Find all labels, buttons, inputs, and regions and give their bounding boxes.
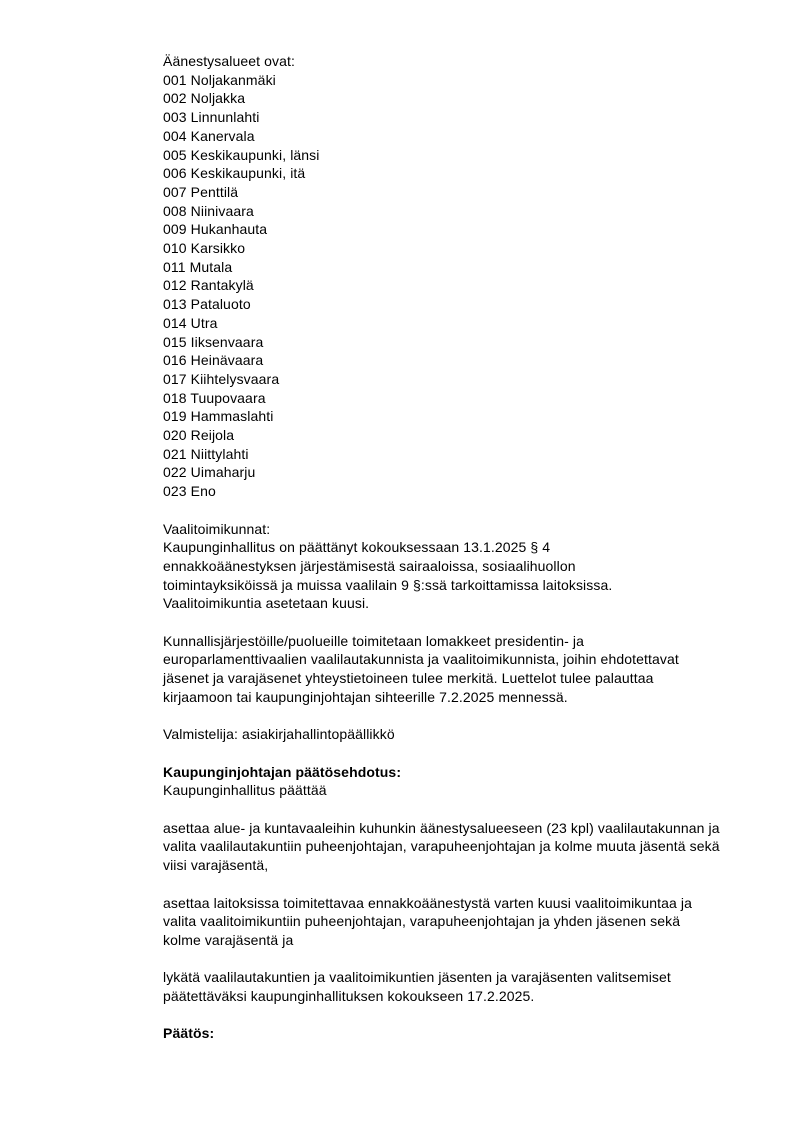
voting-area-item: 022 Uimaharju xyxy=(163,464,256,481)
proposal-intro: Kaupunginhallitus päättää xyxy=(163,782,327,799)
voting-area-item: 008 Niinivaara xyxy=(163,202,254,219)
proposal-text-line: asettaa laitoksissa toimitettavaa ennakkoäänestystä varten kuusi vaalitoimikuntaa ja xyxy=(163,894,693,911)
voting-area-item: 005 Keskikaupunki, länsi xyxy=(163,146,320,163)
document-body xyxy=(163,52,778,1062)
voting-area-item: 014 Utra xyxy=(163,314,218,331)
forms-text-line: Kunnallisjärjestöille/puolueille toimitetaan lomakkeet presidentin- ja xyxy=(163,632,585,649)
voting-area-item: 012 Rantakylä xyxy=(163,277,254,294)
forms-text-line: kirjaamoon tai kaupunginjohtajan sihteerille 7.2.2025 mennessä. xyxy=(163,688,568,705)
committees-text-line: toimintayksiköissä ja muissa vaalilain 9 §:ssä tarkoittamissa laitoksissa. xyxy=(163,576,613,593)
proposal-text-line: lykätä vaalilautakuntien ja vaalitoimikuntien jäsenten ja varajäsenten valitsemiset xyxy=(163,969,671,986)
voting-area-item: 018 Tuupovaara xyxy=(163,389,266,406)
proposal-item-2 xyxy=(163,894,778,950)
proposal-text-line: valita vaalilautakuntiin puheenjohtajan, varapuheenjohtajan ja kolme muuta jäsentä sekä xyxy=(163,838,720,855)
proposal-text-line: päätettäväksi kaupunginhallituksen kokoukseen 17.2.2025. xyxy=(163,988,535,1005)
committees-text-line: Kaupunginhallitus on päättänyt kokouksessaan 13.1.2025 § 4 xyxy=(163,539,551,556)
voting-area-item: 007 Penttilä xyxy=(163,183,239,200)
voting-area-item: 015 Iiksenvaara xyxy=(163,333,264,350)
voting-area-item: 011 Mutala xyxy=(163,258,233,275)
voting-area-item: 010 Karsikko xyxy=(163,240,246,257)
committees-text-line: Vaalitoimikuntia asetetaan kuusi. xyxy=(163,595,370,612)
voting-area-item: 023 Eno xyxy=(163,483,216,500)
committees-section xyxy=(163,520,778,614)
voting-area-item: 006 Keskikaupunki, itä xyxy=(163,165,306,182)
decision-heading: Päätös: xyxy=(163,1025,215,1042)
decision-section xyxy=(163,1024,778,1043)
proposal-item-3 xyxy=(163,968,778,1005)
proposal-heading-block xyxy=(163,763,778,800)
proposal-text-line: kolme varajäsentä ja xyxy=(163,931,294,948)
voting-area-item: 002 Noljakka xyxy=(163,90,246,107)
voting-areas-section xyxy=(163,52,778,501)
proposal-heading: Kaupunginjohtajan päätösehdotus: xyxy=(163,763,402,780)
voting-area-item: 017 Kiihtelysvaara xyxy=(163,370,280,387)
voting-area-item: 001 Noljakanmäki xyxy=(163,71,276,88)
committees-text-line: ennakkoäänestyksen järjestämisestä sairaaloissa, sosiaalihuollon xyxy=(163,557,576,574)
proposal-text-line: viisi varajäsentä, xyxy=(163,857,269,874)
voting-area-item: 004 Kanervala xyxy=(163,127,255,144)
committees-heading: Vaalitoimikunnat: xyxy=(163,520,271,537)
proposal-text-line: asettaa alue- ja kuntavaaleihin kuhunkin äänestysalueeseen (23 kpl) vaalilautakunnan ja xyxy=(163,819,720,836)
proposal-text-line: valita vaalitoimikuntiin puheenjohtajan, varapuheenjohtajan ja yhden jäsenen sekä xyxy=(163,913,681,930)
voting-area-item: 016 Heinävaara xyxy=(163,352,264,369)
forms-paragraph xyxy=(163,632,778,707)
preparer-line: Valmistelija: asiakirjahallintopäällikkö xyxy=(163,726,395,743)
preparer-paragraph xyxy=(163,725,778,744)
voting-area-item: 009 Hukanhauta xyxy=(163,221,268,238)
voting-area-item: 013 Pataluoto xyxy=(163,296,251,313)
voting-area-item: 019 Hammaslahti xyxy=(163,408,274,425)
voting-areas-heading: Äänestysalueet ovat: xyxy=(163,53,295,69)
voting-area-item: 020 Reijola xyxy=(163,427,235,444)
voting-area-item: 021 Niittylahti xyxy=(163,445,249,462)
forms-text-line: europarlamenttivaalien vaalilautakunnista ja vaalitoimikunnista, joihin ehdotettavat xyxy=(163,651,679,668)
voting-area-item: 003 Linnunlahti xyxy=(163,109,260,126)
forms-text-line: jäsenet ja varajäsenet yhteystietoineen tulee merkitä. Luettelot tulee palauttaa xyxy=(163,670,654,687)
proposal-item-1 xyxy=(163,819,778,875)
